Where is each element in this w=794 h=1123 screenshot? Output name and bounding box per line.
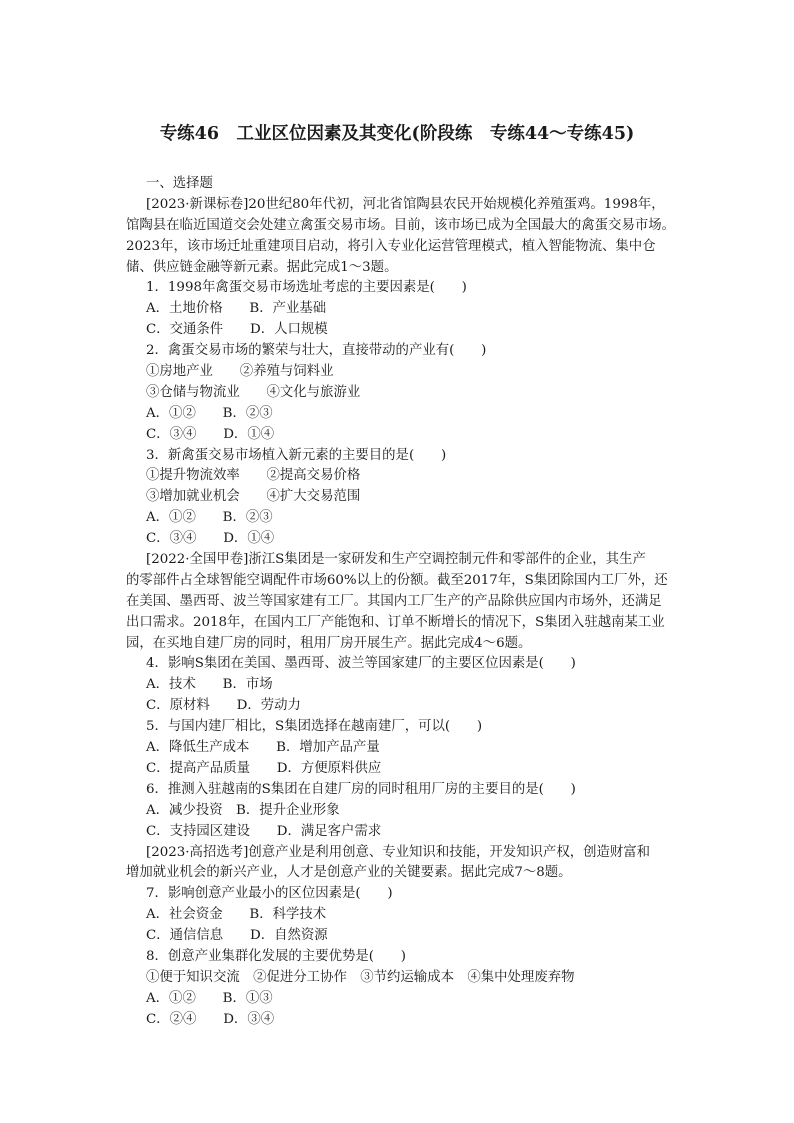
question-3-options: C．③④ D．①④: [146, 531, 275, 547]
question-4-options: C．原材料 D．劳动力: [146, 698, 301, 714]
question-6-options: A．减少投资 B．提升企业形象: [146, 802, 340, 818]
question-5-options: A．降低生产成本 B．增加产品产量: [146, 740, 380, 756]
question-8-options: C．②④ D．③④: [146, 1011, 275, 1027]
question-2-options: C．③④ D．①④: [146, 426, 275, 442]
passage-2-line: [2022·全国甲卷]浙江S集团是一家研发和生产空调控制元件和零部件的企业，其生产: [146, 552, 646, 568]
passage-2-line: 在美国、墨西哥、波兰等国家建有工厂。其国内工厂生产的产品除供应国内市场外，还满足: [126, 593, 662, 609]
question-8: 8．创意产业集群化发展的主要优势是( ): [146, 948, 406, 964]
question-1-options: A．土地价格 B．产业基础: [146, 301, 327, 317]
question-8-items: ①便于知识交流 ②促进分工协作 ③节约运输成本 ④集中处理废弃物: [146, 969, 575, 985]
question-6-options: C．支持园区建设 D．满足客户需求: [146, 823, 382, 839]
passage-2-line: 园，在买地自建厂房的同时，租用厂房开展生产。据此完成4～6题。: [126, 635, 532, 651]
passage-2-line: 的零部件占全球智能空调配件市场60%以上的份额。截至2017年，S集团除国内工厂外，还: [126, 572, 668, 588]
passage-3-line: [2023·高招选考]创意产业是利用创意、专业知识和技能，开发知识产权，创造财富和: [146, 844, 651, 860]
question-6: 6．推测入驻越南的S集团在自建厂房的同时租用厂房的主要目的是( ): [146, 781, 576, 797]
passage-3-line: 增加就业机会的新兴产业，人才是创意产业的关键要素。据此完成7～8题。: [126, 865, 572, 881]
question-2: 2．禽蛋交易市场的繁荣与壮大，直接带动的产业有( ): [146, 343, 487, 359]
question-7: 7．影响创意产业最小的区位因素是( ): [146, 886, 393, 902]
question-3-items: ①提升物流效率 ②提高交易价格: [146, 468, 361, 484]
question-5: 5．与国内建厂相比，S集团选择在越南建厂，可以( ): [146, 719, 483, 735]
page-title: 专练46 工业区位因素及其变化(阶段练 专练44～专练45): [159, 124, 635, 144]
question-4: 4．影响S集团在美国、墨西哥、波兰等国家建厂的主要区位因素是( ): [146, 656, 576, 672]
question-2-items: ③仓储与物流业 ④文化与旅游业: [146, 384, 361, 400]
question-3-items: ③增加就业机会 ④扩大交易范围: [146, 489, 361, 505]
question-1-options: C．交通条件 D．人口规模: [146, 322, 328, 338]
question-1: 1．1998年禽蛋交易市场选址考虑的主要因素是( ): [146, 280, 467, 296]
passage-1-line: 储、供应链金融等新元素。据此完成1～3题。: [126, 259, 398, 275]
question-7-options: A．社会资金 B．科学技术: [146, 907, 327, 923]
question-7-options: C．通信信息 D．自然资源: [146, 928, 328, 944]
section-heading: 一、选择题: [146, 176, 213, 191]
passage-1-line: [2023·新课标卷]20世纪80年代初，河北省馆陶县农民开始规模化养殖蛋鸡。1998年，: [146, 196, 665, 212]
question-2-items: ①房地产业 ②养殖与饲料业: [146, 364, 334, 380]
question-3: 3．新禽蛋交易市场植入新元素的主要目的是( ): [146, 447, 447, 463]
question-2-options: A．①② B．②③: [146, 405, 273, 421]
question-4-options: A．技术 B．市场: [146, 677, 273, 693]
question-3-options: A．①② B．②③: [146, 510, 273, 526]
passage-1-line: 馆陶县在临近国道交会处建立禽蛋交易市场。目前，该市场已成为全国最大的禽蛋交易市场。: [126, 217, 676, 233]
passage-2-line: 出口需求。2018年，在国内工厂产能饱和、订单不断增长的情况下，S集团入驻越南某工业: [126, 614, 665, 630]
passage-1-line: 2023年，该市场迁址重建项目启动，将引入专业化运营管理模式，植入智能物流、集中仓: [126, 238, 656, 254]
question-5-options: C．提高产品质量 D．方便原料供应: [146, 760, 382, 776]
question-8-options: A．①② B．①③: [146, 990, 273, 1006]
document-body: [126, 174, 676, 1031]
